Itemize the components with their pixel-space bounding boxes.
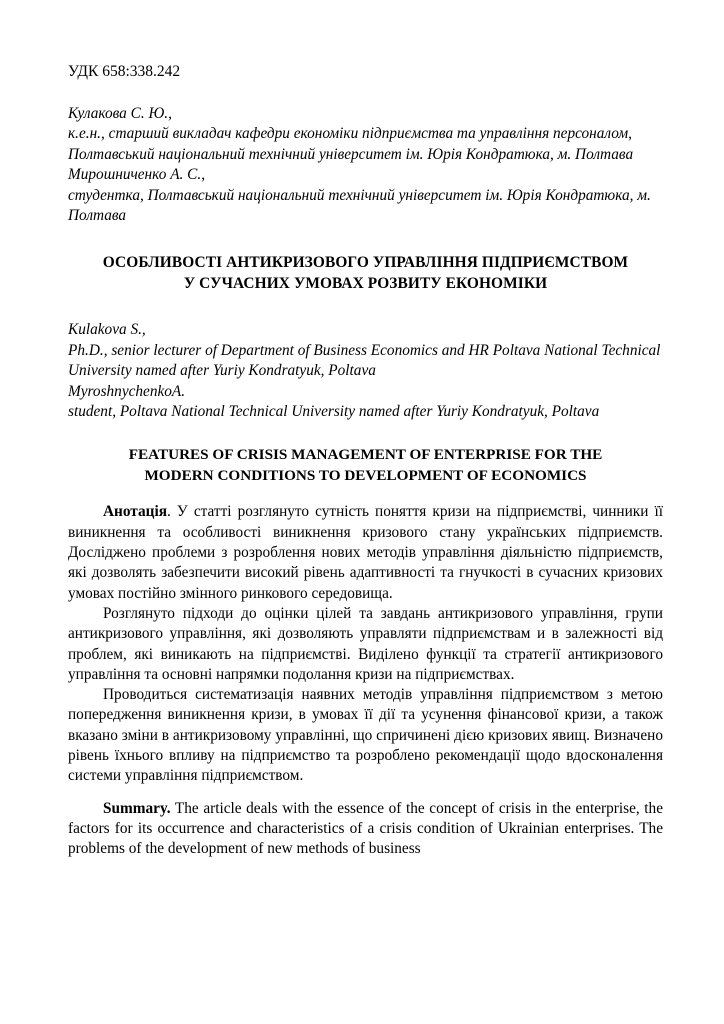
author-affiliation-block-english [68,320,663,422]
author-name-kulakova-en: Kulakova S., [68,321,146,339]
spacer [68,226,663,252]
author-affiliation-kulakova-en: Ph.D., senior lecturer of Department of Business Economics and HR Poltava National Technical University named after Yuriy Kondratyuk, Poltava [68,341,661,380]
spacer [68,787,663,799]
author-affiliation-myroshnychenko-uk: студентка, Полтавський національний технічний університет ім. Юрія Кондратюка, м. Полтава [68,186,651,225]
abstract-english-text-1: The article deals with the essence of the concept of crisis in the enterprise, the factors for its occurrence and characteristics of a crisis condition of Ukrainian enterprises. The problems of the development of new methods of business [68,799,663,858]
article-title-ukrainian [68,252,663,294]
article-title-english-line-1: FEATURES OF CRISIS MANAGEMENT OF ENTERPRISE FOR THE [128,446,603,464]
udk-classification-code: УДК 658:338.242 [68,63,181,80]
author-name-myroshnychenko-uk: Мирошниченко А. С., [68,166,206,184]
author-affiliation-block-ukrainian [68,104,663,226]
author-name-myroshnychenko-en: MyroshnychenkoA. [68,382,186,400]
spacer [68,294,663,320]
abstract-ukrainian-paragraph-3: Проводиться систематизація наявних методів управління підприємством з метою попередження виникнення кризи, в умовах її дії та усунення фінансової кризи, а також вказано зміни в антикризовому управлінні, що спричинені дією кризових явищ. Визначено рівень їхнього впливу на підприємство та розроблено рекомендації щодо вдосконалення системи управління підприємством. [68,686,663,785]
abstract-ukrainian-paragraph-1 [68,502,663,603]
article-title-ukrainian-line-2: У СУЧАСНИХ УМОВАХ РОЗВИТУ ЕКОНОМІКИ [183,275,548,293]
spacer [68,422,663,444]
author-affiliation-kulakova-uk: к.е.н., старший викладач кафедри економіки підприємства та управління персоналом, Полтавський національний технічний університет ім. Юрія Кондратюка, м. Полтава [68,125,634,163]
author-name-kulakova-uk: Кулакова С. Ю., [68,105,172,122]
abstract-english-label: Summary. [103,799,171,817]
abstract-ukrainian-paragraph-2: Розглянуто підходи до оцінки цілей та завдань антикризового управління, групи антикризового управління, які дозволяють управляти підприємствам и в залежності від проблем, які виникають на підприємстві. Виділено функції та стратегії антикризового управління та основні напрямки подолання кризи на підприємствах. [68,604,663,683]
spacer [68,486,663,502]
page-content [68,62,663,860]
article-title-english [68,444,663,486]
spacer [68,82,663,104]
abstract-english-paragraph-1 [68,799,663,860]
author-affiliation-myroshnychenko-en: student, Poltava National Technical University named after Yuriy Kondratyuk, Poltava [68,403,600,421]
article-title-ukrainian-line-1: ОСОБЛИВОСТІ АНТИКРИЗОВОГО УПРАВЛІННЯ ПІДПРИЄМСТВОМ [102,254,629,272]
abstract-ukrainian-label: Анотація [103,503,167,521]
abstract-ukrainian-label-suffix: . [167,503,177,521]
abstract-ukrainian-text-1: У статті розглянуто сутність поняття кризи на підприємстві, чинники її виникнення та особливості виникнення кризового стану українських підприємств. Досліджено проблеми з розроблення нових методів управління діяльністю підприємств, які дозволять забезпечити високий рівень адаптивності та гнучкості в сучасних кризових умовах постійно змінного ринкового середовища. [68,503,664,602]
article-title-english-line-2: MODERN CONDITIONS TO DEVELOPMENT OF ECONOMICS [144,467,587,485]
